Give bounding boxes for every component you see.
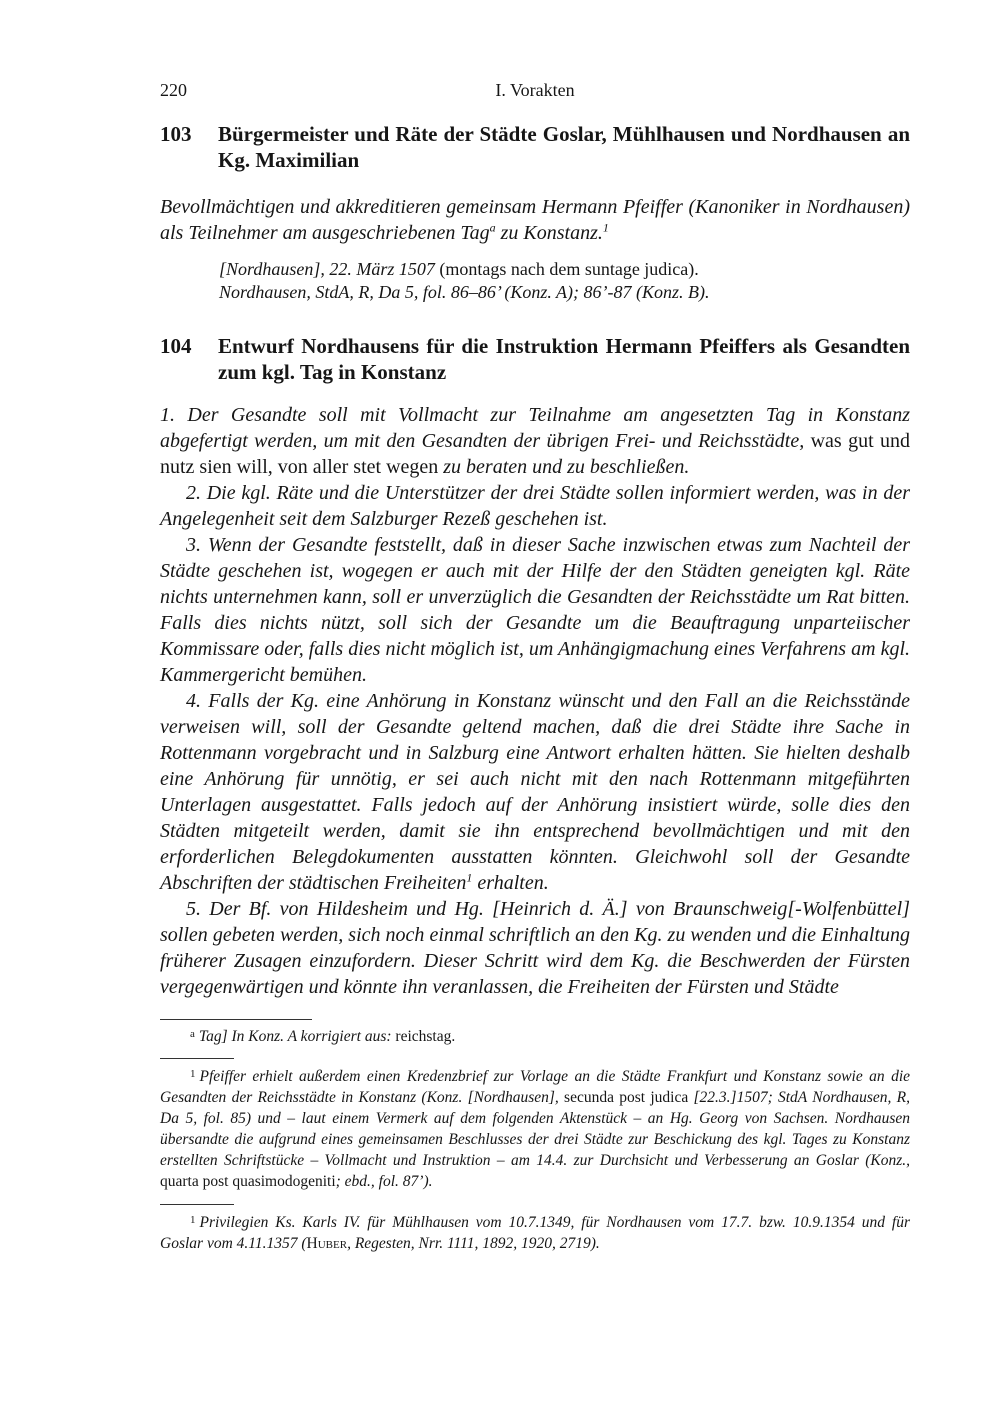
page-number: 220 (160, 80, 187, 100)
doc-104-heading (160, 333, 910, 385)
doc-103-date-vernacular: (montags nach dem suntage judica). (434, 259, 699, 279)
footnote-ref-1: 1 (602, 220, 609, 235)
doc-103-summary-text: Bevollmächtigen und akkreditieren gemeinsam Hermann Pfeiffer (Kanoniker in Nordhausen) als Teilnehmer am ausgeschriebenen Tag (160, 196, 910, 244)
footnote-1: $^1$ Pfeiffer erhielt außerdem einen Kredenzbrief zur Vorlage an die Städte Frankfurt und Konstanz sowie an die Gesandten der Reichsstädte in Konstanz (Konz. [Nordhausen], secunda post judica [22.3.]1507; StdA Nordhausen, R, Da 5, fol. 85) und – laut einem Vermerk auf dem folgenden Aktenstück – an Hg. Georg von Sachsen. Nordhausen übersandte die aufgrund eines gemeinsamen Beschlusses der drei Städte zur Beschickung des kgl. Tages zu Konstanz erstellten Schriftstücke – Vollmacht und Instruktion – am 14.4. zur Durchsicht und Verbesserung an Goslar (Konz., quarta post quasimodogeniti; ebd., fol. 87’). (160, 1068, 910, 1190)
doc-104-number: 104 (160, 334, 192, 358)
footnote-rule-2 (160, 1204, 234, 1205)
paragraph-2: 2. Die kgl. Räte und die Unterstützer der drei Städte sollen informiert werden, was in der Angelegenheit seit dem Salzburger Rezeß geschehen ist. (160, 482, 910, 530)
doc-103-number: 103 (160, 122, 192, 146)
doc-103-source: Nordhausen, StdA, R, Da 5, fol. 86–86’ (Konz. A); 86’-87 (Konz. B). (219, 282, 710, 302)
footnote-ref-1b: 1 (466, 870, 473, 885)
paragraph-4: 4. Falls der Kg. eine Anhörung in Konstanz wünscht und den Fall an die Reichsstände verweisen will, soll der Gesandte geltend machen, daß die drei Städte ihre Sache in Rottenmann vorgebracht und in Salzburg eine Antwort erhalten hätten. Sie hielten deshalb eine Anhörung für unnötig, er sei auch nicht mit den nach Rottenmann mitgeführten Unterlagen ausgestattet. Falls jedoch auf der Anhörung insistiert würde, solle dies den Städten mitgeteilt werden, damit sie ihn entsprechend bevollmächtigen und mit den erforderlichen Belegdokumenten ausstatten könnten. Gleichwohl soll der Gesandte Abschriften der städtischen Freiheiten$^1$ erhalten. (160, 690, 910, 894)
footnote-rule-1 (160, 1058, 234, 1059)
footnote-rule-a (160, 1019, 312, 1020)
doc-103-dateline (219, 258, 909, 281)
paragraph-3: 3. Wenn der Gesandte feststellt, daß in dieser Sache inzwischen etwas zum Nachteil der Städte geschehen ist, wogegen er auch mit der Hilfe der den Städten geneigten kgl. Räte nichts unternehmen kann, soll er unverzüglich die Gesandten der Reichsstädte um Rat bitten. Falls dies nichts nützt, soll sich der Gesandte um die Beauftragung unparteiischer Kommissare oder, falls dies nicht möglich ist, um Anhängigmachung eines Verfahrens am kgl. Kammergericht bemühen. (160, 534, 910, 686)
doc-103-date: [Nordhausen], 22. März 1507 (219, 259, 435, 279)
doc-103-meta (219, 258, 909, 304)
paragraph-5: 5. Der Bf. von Hildesheim und Hg. [Heinrich d. Ä.] von Braunschweig[-Wolfenbüttel] sollen gebeten werden, sich noch einmal schriftlich an den Kg. zu wenden und die Einhaltung früherer Zusagen einzufordern. Dieser Schritt wird dem Kg. die Beschwerden der Fürsten vergegenwärtigen und könnte ihn veranlassen, die Freiheiten der Fürsten und Städte (160, 898, 910, 998)
doc-103-heading (160, 121, 910, 173)
footnote-2: $^1$ Privilegien Ks. Karls IV. für Mühlhausen vom 10.7.1349, für Nordhausen vom 17.7. bzw. 10.9.1354 und für Goslar vom 4.11.1357 (Huber, Regesten, Nrr. 1111, 1892, 1920, 2719). (160, 1214, 910, 1252)
running-head (160, 80, 910, 108)
doc-104-body (160, 402, 910, 1000)
doc-103-title: Bürgermeister und Räte der Städte Goslar, Mühlhausen und Nordhausen an Kg. Maximilian (218, 122, 910, 172)
paragraph-1: 1. Der Gesandte soll mit Vollmacht zur Teilnahme am angesetzten Tag in Konstanz abgefertigt werden, um mit den Gesandten der übrigen Frei- und Reichsstädte, was gut und nutz sien will, von aller stet wegen zu beraten und zu beschließen. (160, 404, 910, 478)
doc-104-title: Entwurf Nordhausens für die Instruktion Hermann Pfeiffers als Gesandten zum kgl. Tag in Konstanz (218, 334, 910, 384)
doc-103-summary (160, 194, 910, 246)
footnote-ref-a: a (489, 220, 496, 235)
doc-103-summary-end: zu Konstanz. (495, 222, 603, 244)
running-title: I. Vorakten (495, 80, 575, 100)
footnote-a: $^a$ Tag] In Konz. A korrigiert aus: reichstag. (190, 1028, 456, 1045)
